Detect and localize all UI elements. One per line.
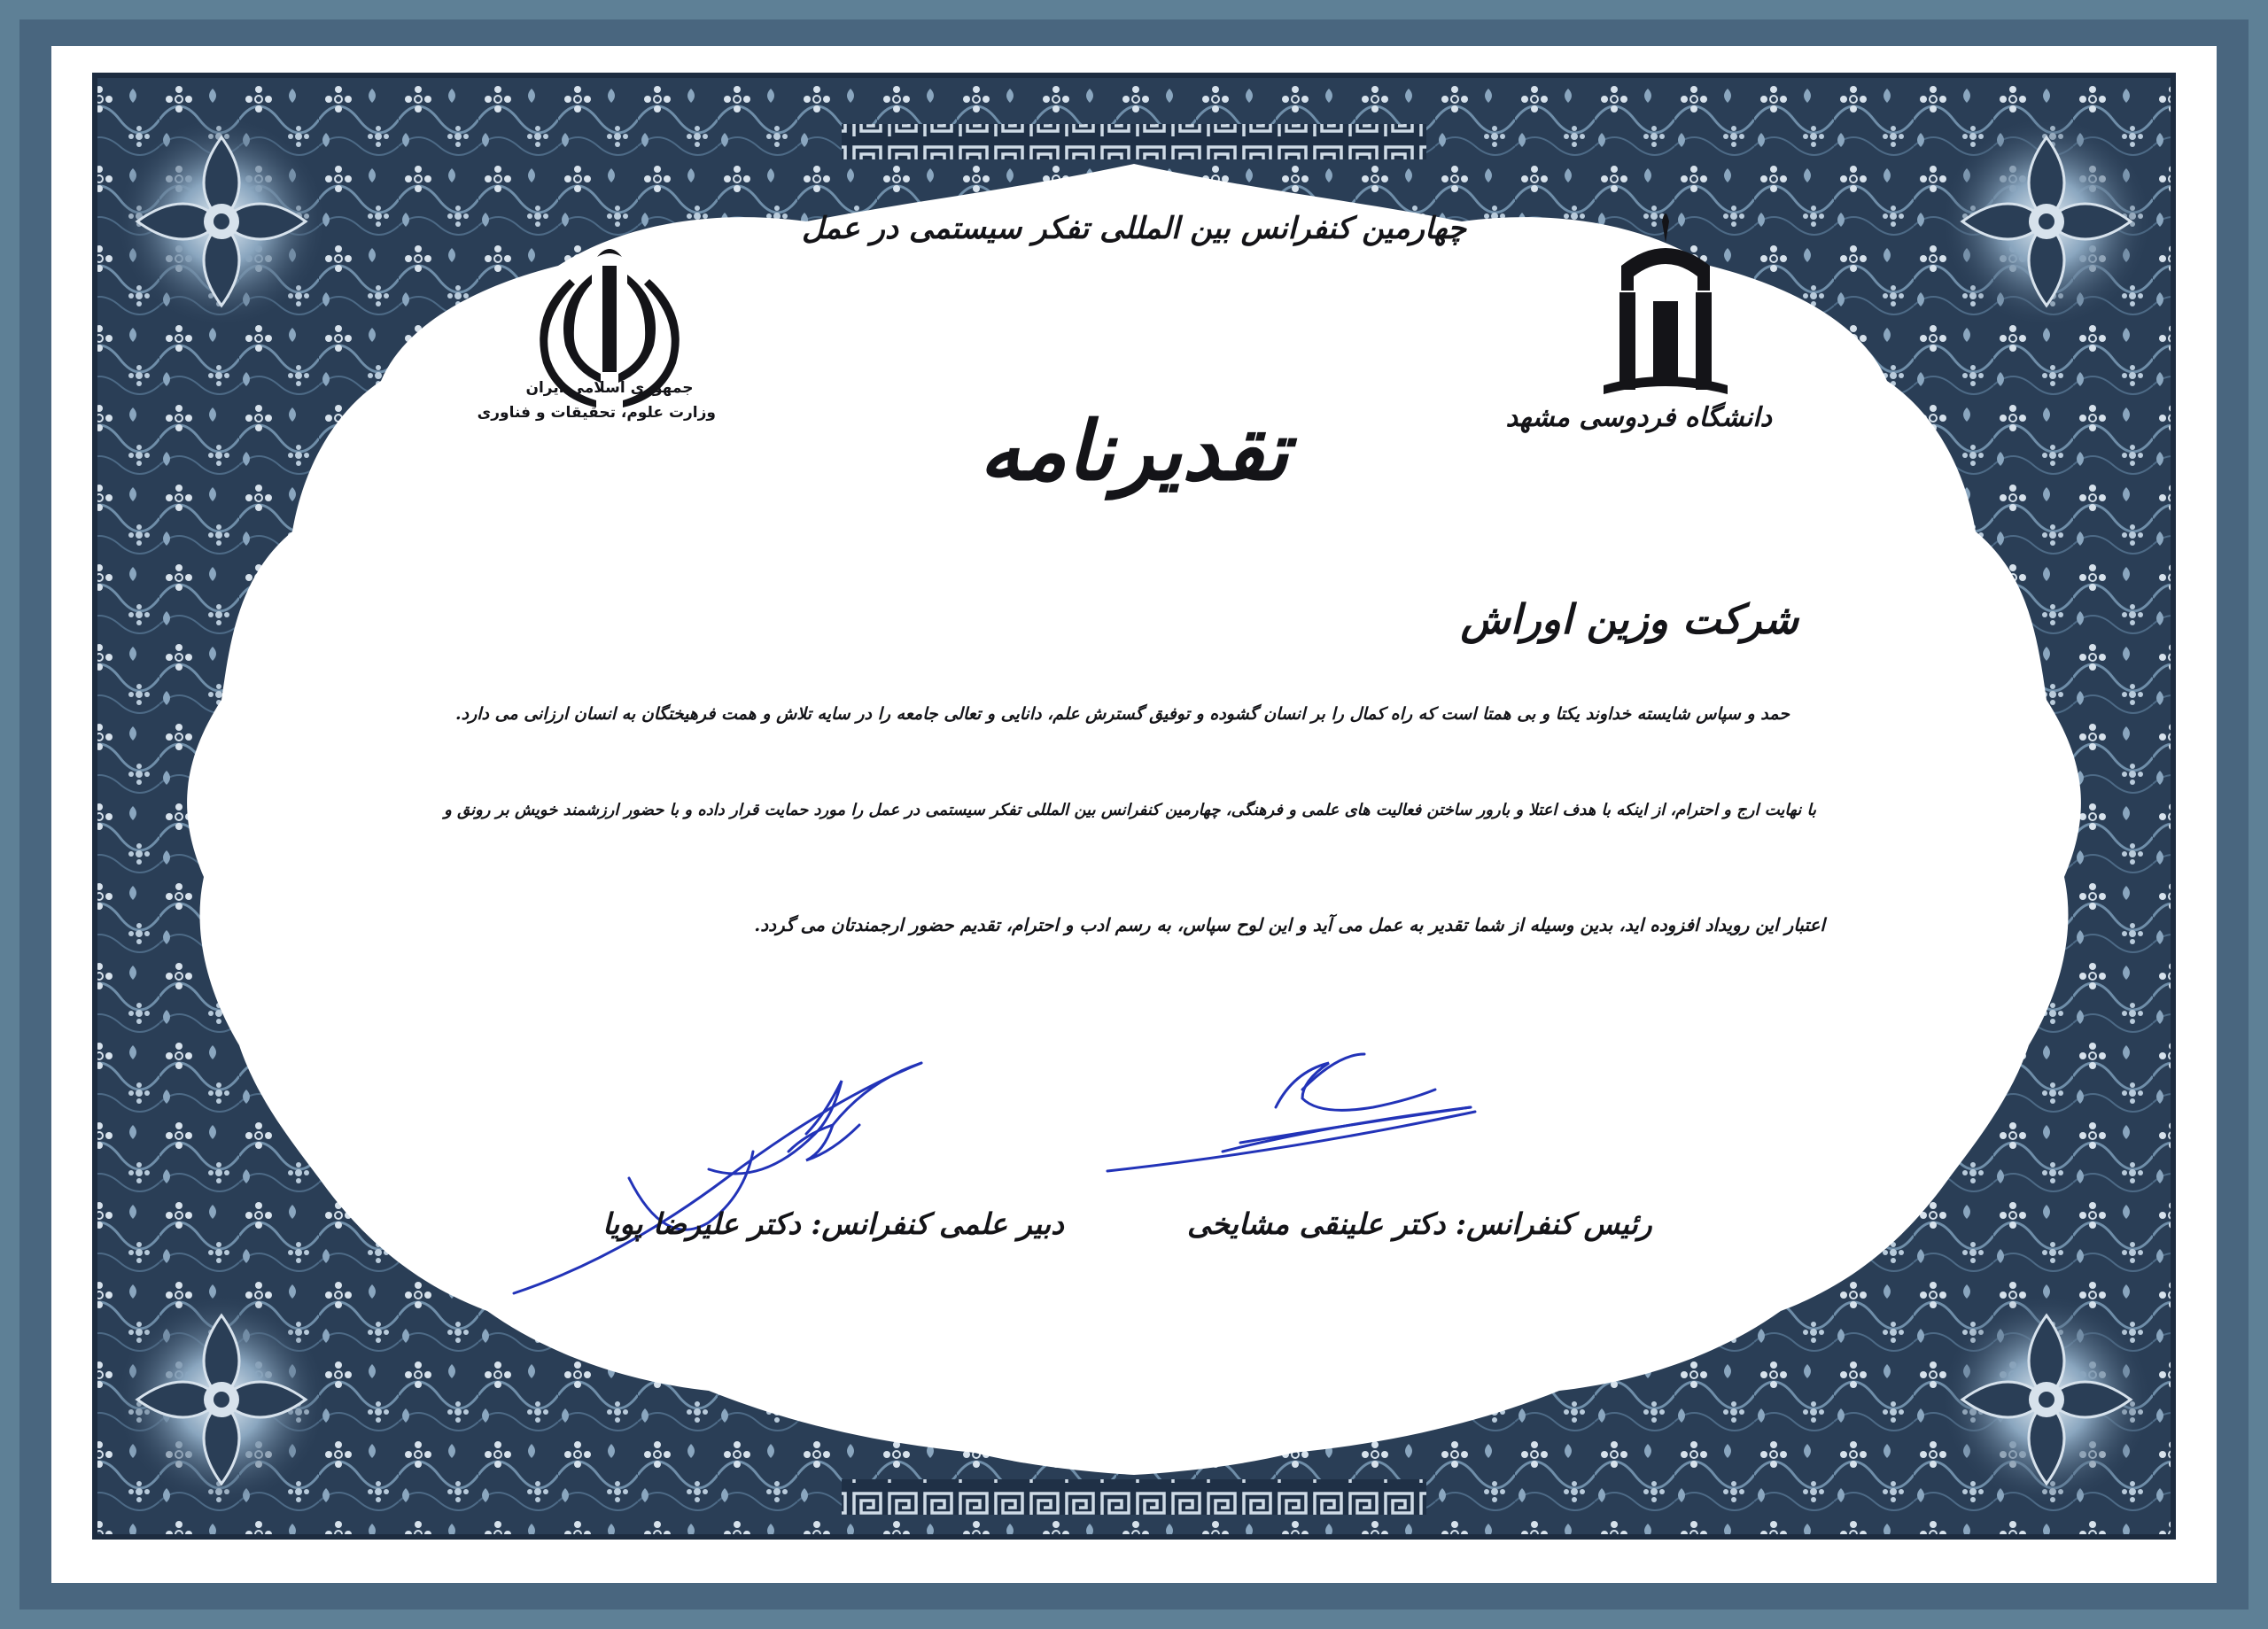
emblem-caption-line1: جمهوری اسلامی ایران <box>525 379 694 397</box>
emblem-caption-line2: وزارت علوم، تحقیقات و فناوری <box>477 404 716 422</box>
central-field <box>187 164 2081 1475</box>
body-paragraph-1: حمد و سپاس شایسته خداوند یکتا و بی همتا است که راه کمال را بر انسان گشوده و توفیق گسترش علم، دانایی و تعالی جامعه را در سایه تلاش و همت فرهیختگان به انسان ارزانی می دارد. <box>455 704 1790 724</box>
recipient-name: شرکت وزین اوراش <box>1460 595 1798 643</box>
conference-chair-label: رئیس کنفرانس: دکتر علینقی مشایخی <box>1187 1206 1652 1241</box>
greek-key-band-top <box>842 124 1426 159</box>
body-paragraph-2-line-2: اعتبار این رویداد افزوده اید، بدین وسیله از شما تقدیر به عمل می آید و این لوح سپاس، به رسم ادب و احترام، تقدیم حضور ارجمندتان می گردد. <box>754 914 1825 935</box>
certificate-title: تقدیرنامه <box>979 403 1289 499</box>
conference-title: چهارمین کنفرانس بین المللی تفکر سیستمی در عمل <box>801 211 1467 246</box>
scientific-secretary-label: دبیر علمی کنفرانس: دکتر علیرضا پویا <box>602 1206 1064 1241</box>
university-caption: دانشگاه فردوسی مشهد <box>1505 402 1772 433</box>
greek-key-band-bottom <box>842 1479 1426 1515</box>
body-paragraph-2-line-1: با نهایت ارج و احترام، از اینکه با هدف اعتلا و بارور ساختن فعالیت های علمی و فرهنگی، چهارمین کنفرانس بین المللی تفکر سیستمی در عمل را مورد حمایت قرار داده و با حضور ارزشمند خویش بر رونق و <box>444 801 1816 819</box>
